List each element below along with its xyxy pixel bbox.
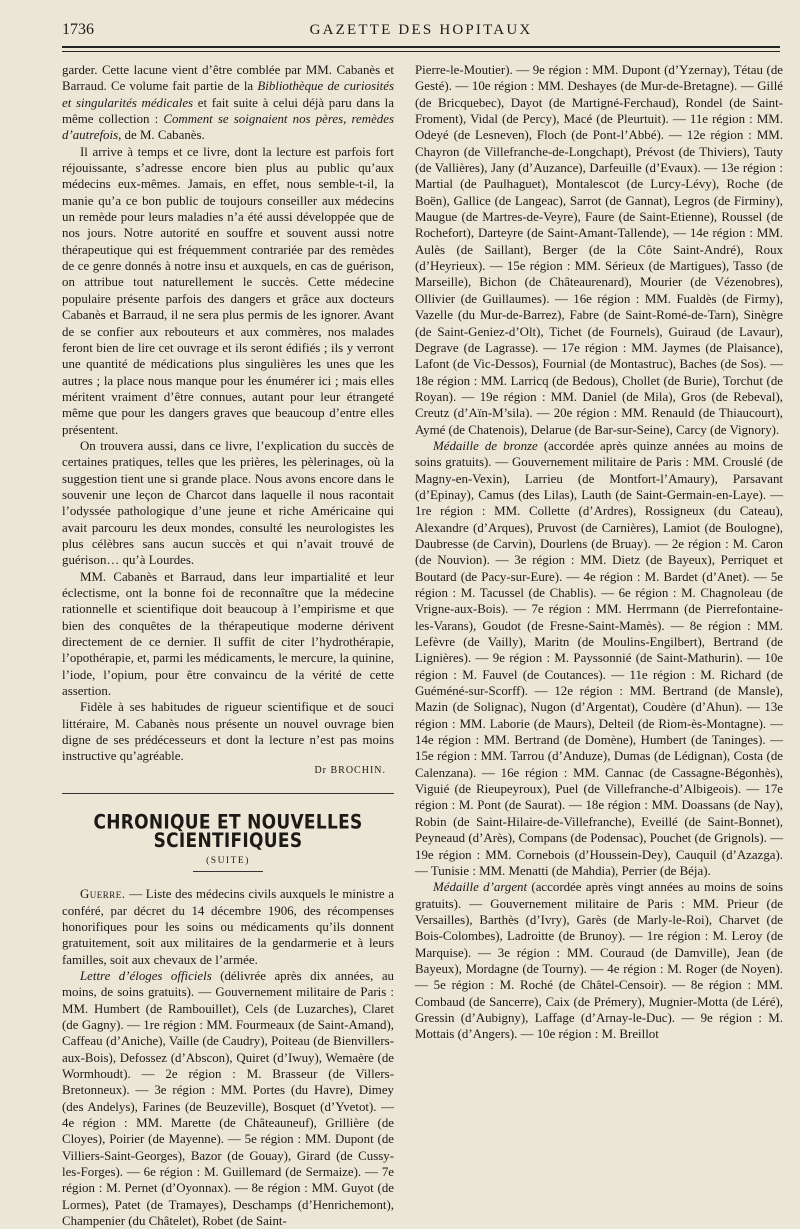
article-paragraph: Lettre d’éloges officiels (délivrée après dix années, au moins, de soins gratuits). — Gouvernement militaire de Paris : MM. Humbert (de Rambouillet), Cels (de Luzarches), Claret (de Gagny). — 1re région : MM. Fourmeaux (de Saint-Amand), Caffeau (d’Aniche), Vaille (de Caudry), Poiteau (de Bienvillers-aux-Bois), Defossez (d’Abscon), Quiret (d’Iwuy), Wemaère (de Wormhoudt). — 2e région : M. Brasseur (de Villers-Bretonneux). — 3e région : MM. Portes (du Havre), Dimey (des Andelys), Farines (de Beuzeville), Bosquet (d’Yvetot). — 4e région : MM. Marette (de Châteauneuf), Grillière (de Cloyes), Poirier (de Mayenne). — 5e région : MM. Dupont (de Villiers-Saint-Georges), Bazor (de Gouay), Girard (de Cussy-les-Forges). — 6e région : M. Guillemard (de Sermaize). — 7e région : M. Pernet (d’Oyonnax). — 8e région : MM. Guyot (de Lormes), Patet (de Tramayes), Deschamps (d’Henrichemont), Champenier (du Châtelet), Robet (de Saint- [62, 968, 394, 1229]
section-divider [62, 793, 394, 794]
right-column [415, 62, 783, 1157]
article-paragraph: Fidèle à ses habitudes de rigueur scientifique et de souci littéraire, M. Cabanès nous présente un nouvel ouvrage bien digne de ses prédécesseurs et dont la lecture n’est pas moins instructive qu’agréable. [62, 700, 394, 764]
article-paragraph: Médaille d’argent (accordée après vingt années au moins de soins gratuits). — Gouvernement militaire de Paris : MM. Prieur (de Versailles), Barthès (d’Ivry), Garès (de Marly-le-Roi), Charvet (de Bois-Colombes), Ladroitte (de Brunoy). — 1re région : M. Leroy (de Marquise). — 3e région : MM. Couraud (de Damville), Jean (de Bayeux), Mordagne (de Tourny). — 4e région : M. Roger (de Noyen). — 5e région : M. Roché (de Châtel-Censoir). — 8e région : MM. Combaud (de Sancerre), Caix (de Prémery), Mugnier-Motta (de Léré), Gressin (d’Aubigny), Laffage (d’Arnay-le-Duc). — 9e région : M. Mottais (d’Angers). — 10e région : M. Breillot [415, 880, 783, 1042]
article-paragraph: Médaille de bronze (accordée après quinze années au moins de soins gratuits). — Gouvernement militaire de Paris : MM. Crouslé (de Magny-en-Vexin), Larrieu (de Montfort-l’Amaury), Parsavant (d’Epinay), Camus (des Lilas), Lauth (de Saint-Germain-en-Laye). — 1re région : MM. Collette (d’Ardres), Rossigneux (du Cateau), Alexandre (d’Arques), Pruvost (de Carnières), Lamiot (de Boulogne), Daubresse (de Carvin), Dourlens (de Bruay). — 2e région : M. Caron (de Nouvion). — 3e région : MM. Dietz (de Bayeux), Perriquet et Boutard (de Pacy-sur-Eure). — 4e région : M. Bardet (d’Anet). — 5e région : M. Tacussel (de Chablis). — 6e région : M. Chagnoleau (de Vrigne-aux-Bois). — 7e région : MM. Herrmann (de Pierrefontaine-les-Varans), Goudot (de Fresne-Saint-Mamès). — 8e région : MM. Lefèvre (de Vailly), Maritn (de Moulins-Engilbert), Bertrand (de Lignières). — 9e région : M. Payssonnié (de Saint-Mathurin). — 10e région : M. Fauvel (de Coutances). — 11e région : M. Richard (de Guéméné-sur-Scorff). — 12e région : MM. Bertrand (de Mansle), Mazin (de Solignac), Nugon (d’Argentat), Coudère (d’Ahun). — 13e région : MM. Laborie (de Maurs), Delteil (de Riom-ès-Montagne). — 14e région : MM. Bertrand (de Domène), Humbert (de Taninges). — 15e région : MM. Tarrou (d’Anduze), Dumas (de Lédignan), Costa (de Calenzana). — 16e région : MM. Cannac (de Cassagne-Bégonhès), Viguié (de Rieupeyroux), Puel (de Villefranche-d’Albigeois). — 17e région : M. Pont (de Saurat). — 18e région : MM. Doassans (de Nay), Robin (de Saint-Hilaire-de-Villefranche), Eveillé (de Saint-Bonnet), Peyneaud (d’Arès), Compans (de Podensac), Pouchet (de Grignols). — 19e région : MM. Cornebois (d’Houssein-Dey), Cauquil (d’Azazga). — Tunisie : MM. Menatti (de Mahdia), Perrier (de Béja). [415, 438, 783, 878]
article-paragraph: Guerre. — Liste des médecins civils auxquels le ministre a conféré, par décret du 14 décembre 1906, des récompenses honorifiques pour les soins ou médicaments qu’ils donnent gratuitement, soit aux militaires de la gendarmerie et à leurs familles, soit aux chevaux de l’armée. [62, 887, 394, 967]
article-paragraph: garder. Cette lacune vient d’être comblée par MM. Cabanès et Barraud. Ce volume fait partie de la Bibliothèque de curiosités et singularités médicales et fait suite à celui déjà paru dans la même collection : Comment se soignaient nos pères, remèdes d’autrefois, de M. Cabanès. [62, 63, 394, 143]
journal-title: GAZETTE DES HOPITAUX [309, 22, 533, 38]
article-paragraph: Il arrive à temps et ce livre, dont la lecture est parfois fort réjouissante, s’adresse encore bien plus au public qu’aux médecins eux-mêmes. Jamais, en effet, nous semble-t-il, la manie qu’a ce bon public de toujours conseiller aux médecins un remède pour leurs maladies n’a été aussi développée que de nos jours. Notre autorité en souffre et souvent aussi notre thérapeutique qui est fréquemment contrariée par des remèdes de ce genre donnés à notre insu et auxquels, en cas de guérison, on attribue tout naturellement le succès. Cette médecine populaire présente parfois des dangers et grâce aux docteurs Cabanès et Barraud, il ne sera plus permis de les ignorer. Avant de se confier aux rebouteurs et aux commères, nos malades feront bien de lire cet ouvrage et ils seront édifiés ; ils y verront une quantité de médications plus singulières les unes que les autres ; la place nous manque pour les énumérer ici ; mais elles méritent vraiment d’être connues, autant pour leur étrangeté même que pour les dangers graves que beaucoup d’entre elles présentent. [62, 144, 394, 437]
section-short-rule [193, 871, 263, 872]
header-rule-thick [62, 46, 780, 48]
page-header [62, 18, 780, 46]
section-subtitle: (SUITE) [206, 855, 250, 866]
page-number: 1736 [62, 21, 94, 38]
left-column [62, 62, 394, 1229]
article-paragraph: Pierre-le-Moutier). — 9e région : MM. Dupont (d’Yzernay), Tétau (de Gesté). — 10e région : MM. Deshayes (de Mur-de-Bretagne). — Gillé (de Bricquebec), Dayot (de Martigné-Ferchaud), Rondel (de Saint-Froment), Vidal (de Percy), Macé (de Pleurtuit). — 11e région : MM. Odeyé (de Lesneven), Floch (de Pont-l’Abbé). — 12e région : MM. Chayron (de Villefranche-de-Longchapt), Prévost (de Thiviers), Tauty (de Vallières), Jany (d’Auzance), Darfeuille (d’Evaux). — 13e région : Martial (de Paulhaguet), Montalescot (de Lurcy-Lévy), Roche (de Boën), Gallice (de Langeac), Sarrot (de Gannat), Legros (de Firminy), Maugue (de Martres-de-Veyre), Faure (de Saint-Etienne), Roussel (de Rochefort), Darteyre (de Saint-Amant-Tallende), — 14e région : MM. Aulès (de Saillant), Berger (de la Côte Saint-André), Roux (d’Heyrieux). — 15e région : MM. Sérieux (de Martigues), Tasso (de Marseille), Bichon (de Châteaurenard), Mourier (de Vézenobres), Ollivier (de Guillaumes). — 16e région : MM. Fualdès (de Firmy), Vazelle (du Mur-de-Barrez), Fabre (de Saint-Romé-de-Tarn), Sinègre (de Saint-Geniez-d’Olt), Tichet (de Fournels), Guiraud (de Lavaur), Degrave (de Lagrasse). — 17e région : MM. Jaymes (de Plaisance), Lafont (de Vic-Dessos), Fournial (de Montastruc), Baches (de Sos). — 18e région : MM. Larricq (de Bedous), Chollet (de Burie), Torchut (de Royan). — 19e région : MM. Daniel (de Mila), Gros (de Rebeval), Creutz (d’Aïn-M’sila). — 20e région : MM. Renauld (de Thiaucourt), Aymé (de Chatenois), Delarue (de Bar-sur-Seine), Carcy (de Vignory). [415, 63, 783, 437]
section-title: CHRONIQUE ET NOUVELLES SCIENTIFIQUES [93, 811, 363, 854]
header-rule-thin [62, 51, 780, 52]
author-signature: Dr BROCHIN. [314, 764, 386, 776]
article-paragraph: MM. Cabanès et Barraud, dans leur impartialité et leur éclectisme, ont la bonne foi de reconnaître que la médecine rationnelle et scientifique doit beaucoup à l’empirisme et que bien des conquêtes de la thérapeutique moderne dérivent directement de ce dernier. Il suffit de citer l’hydrothérapie, l’opothérapie, et, parmi les médicaments, le mercure, la quinine, l’iode, l’opium, pour être convaincu de la vérité de cette assertion. [62, 569, 394, 699]
article-paragraph: On trouvera aussi, dans ce livre, l’explication du succès de certaines pratiques, telles que les prières, les pèlerinages, où la suggestion tient une si grande place. Nous avons encore dans le souvenir une leçon de Charcot dans laquelle il nous racontait l’odyssée pathologique d’une jeune et riche Américaine qui avait parcouru les deux mondes, consulté les neurologistes les plus célèbres sans aucun succès et qui n’avait trouvé de guérison… qu’à Lourdes. [62, 438, 394, 568]
